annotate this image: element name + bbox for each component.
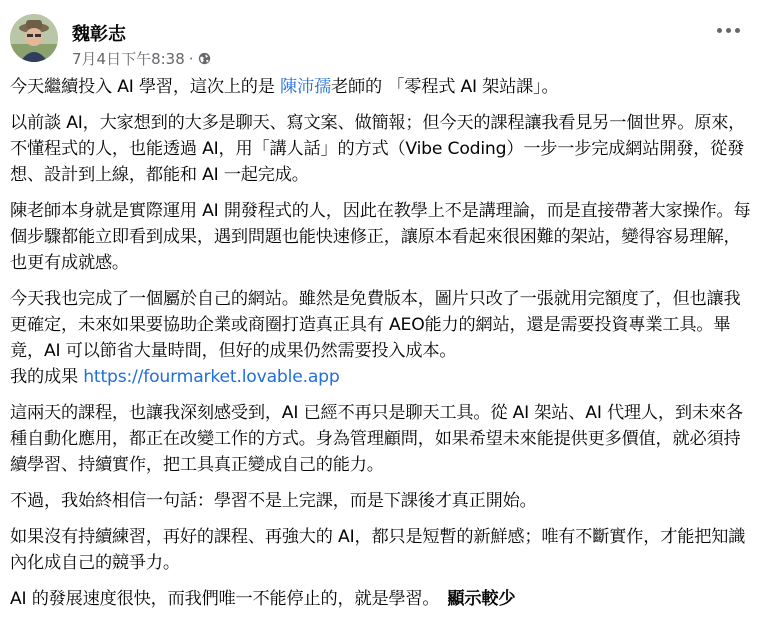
website-link[interactable]: https://fourmarket.lovable.app	[83, 367, 340, 387]
post-paragraph-1	[10, 74, 752, 100]
mention-link[interactable]: 陳沛孺	[280, 77, 332, 97]
paragraph-text: 今天我也完成了一個屬於自己的網站。雖然是免費版本，圖片只改了一張就用完額度了，但也讓我更確定，未來如果要協助企業或商圈打造真正具有 AEO能力的網站，還是需要投資專業工具。畢竟，AI 可以節省大量時間，但好的成果仍然需要投入成本。	[10, 289, 741, 361]
post-meta	[72, 48, 211, 69]
author-name[interactable]: 魏彰志	[72, 24, 126, 45]
post-paragraph-8	[10, 586, 752, 612]
avatar[interactable]	[10, 14, 58, 62]
post-timestamp[interactable]: 7月4日下午8:38	[72, 50, 185, 68]
see-less-button[interactable]: 顯示較少	[447, 589, 516, 609]
post-paragraph-6: 不過，我始終相信一句話：學習不是上完課，而是下課後才真正開始。	[10, 491, 537, 511]
post-paragraph-3: 陳老師本身就是實際運用 AI 開發程式的人，因此在教學上不是講理論，而是直接帶著大家操作。每個步驟都能立即看到成果，遇到問題也能快速修正，讓原本看起來很困難的架站，變得容易理解，也更有成就感。	[10, 201, 751, 273]
more-options-icon[interactable]	[714, 18, 742, 42]
post-paragraph-5: 這兩天的課程，也讓我深刻感受到，AI 已經不再只是聊天工具。從 AI 架站、AI 代理人，到未來各種自動化應用，都正在改變工作的方式。身為管理顧問，如果希望未來能提供更多價值，就必須持續學習、持續實作，把工具真正變成自己的能力。	[10, 403, 743, 475]
post-paragraph-7: 如果沒有持續練習，再好的課程、再強大的 AI，都只是短暫的新鮮感；唯有不斷實作，才能把知識內化成自己的競爭力。	[10, 527, 746, 573]
post-paragraph-2: 以前談 AI，大家想到的大多是聊天、寫文案、做簡報；但今天的課程讓我看見另一個世界。原來，不懂程式的人，也能透過 AI，用「講人話」的方式（Vibe Coding）一步一步完成網站開發，從發想、設計到上線，都能和 AI 一起完成。	[10, 113, 746, 185]
separator: ·	[188, 49, 194, 68]
paragraph-text: 老師的 「零程式 AI 架站課」。	[331, 77, 559, 97]
globe-icon[interactable]	[198, 52, 211, 65]
link-prefix: 我的成果	[10, 367, 84, 387]
post-header	[10, 10, 750, 66]
paragraph-text: AI 的發展速度很快，而我們唯一不能停止的，就是學習。	[10, 589, 440, 609]
paragraph-text: 今天繼續投入 AI 學習，這次上的是	[10, 77, 281, 97]
avatar-image	[10, 14, 58, 62]
post-body	[10, 74, 752, 622]
post-paragraph-4	[10, 286, 752, 390]
